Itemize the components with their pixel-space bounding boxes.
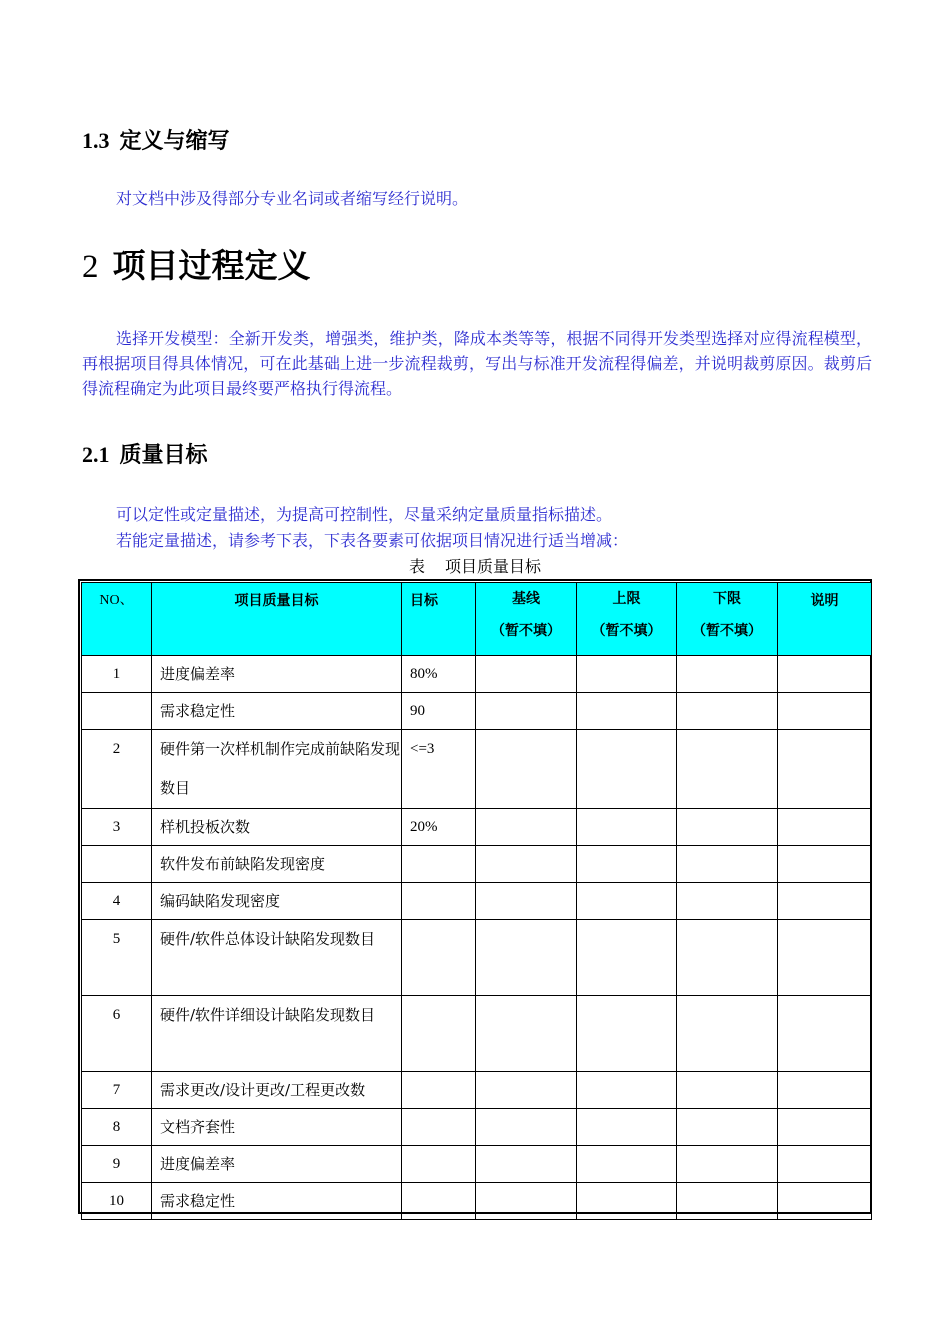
cell-upper bbox=[577, 996, 677, 1072]
cell-baseline bbox=[476, 920, 577, 996]
cell-note bbox=[778, 883, 872, 920]
header-baseline-label: 基线 bbox=[512, 591, 540, 607]
cell-lower bbox=[677, 730, 778, 809]
cell-target bbox=[402, 920, 476, 996]
paragraph-definitions: 对文档中涉及得部分专业名词或者缩写经行说明。 bbox=[116, 189, 469, 208]
paragraph-quality-desc: 可以定性或定量描述，为提高可控制性，尽量采纳定量质量指标描述。 bbox=[116, 505, 613, 524]
cell-goal: 编码缺陷发现密度 bbox=[152, 883, 402, 920]
table-row bbox=[82, 1109, 872, 1146]
cell-target: 20% bbox=[402, 809, 476, 846]
cell-upper bbox=[577, 920, 677, 996]
cell-no: 5 bbox=[82, 920, 152, 996]
cell-note bbox=[778, 656, 872, 693]
cell-no: 4 bbox=[82, 883, 152, 920]
cell-note bbox=[778, 1146, 872, 1183]
header-lower-placeholder: （暂不填） bbox=[692, 623, 762, 639]
cell-goal: 进度偏差率 bbox=[152, 1146, 402, 1183]
table-row bbox=[82, 883, 872, 920]
cell-note bbox=[778, 1072, 872, 1109]
cell-goal: 需求稳定性 bbox=[152, 693, 402, 730]
cell-goal: 需求更改/设计更改/工程更改数 bbox=[152, 1072, 402, 1109]
cell-target bbox=[402, 996, 476, 1072]
cell-note bbox=[778, 730, 872, 809]
cell-note bbox=[778, 693, 872, 730]
cell-baseline bbox=[476, 730, 577, 809]
cell-note bbox=[778, 920, 872, 996]
cell-goal: 软件发布前缺陷发现密度 bbox=[152, 846, 402, 883]
section-heading-2-1 bbox=[82, 438, 208, 469]
header-no: NO、 bbox=[82, 583, 152, 656]
cell-baseline bbox=[476, 1109, 577, 1146]
cell-lower bbox=[677, 656, 778, 693]
cell-target bbox=[402, 846, 476, 883]
table-row bbox=[82, 1183, 872, 1220]
table-caption bbox=[0, 555, 950, 579]
cell-target bbox=[402, 1146, 476, 1183]
cell-baseline bbox=[476, 846, 577, 883]
section-number: 2 bbox=[82, 249, 99, 285]
table-row bbox=[82, 656, 872, 693]
section-heading-1-3 bbox=[82, 124, 230, 155]
header-note: 说明 bbox=[778, 583, 872, 656]
cell-goal: 硬件/软件详细设计缺陷发现数目 bbox=[152, 996, 402, 1072]
quality-goal-table bbox=[81, 582, 872, 1220]
cell-target bbox=[402, 883, 476, 920]
cell-goal: 需求稳定性 bbox=[152, 1183, 402, 1220]
cell-lower bbox=[677, 1072, 778, 1109]
table-row bbox=[82, 1072, 872, 1109]
header-upper bbox=[577, 583, 677, 656]
cell-baseline bbox=[476, 1183, 577, 1220]
cell-baseline bbox=[476, 656, 577, 693]
cell-upper bbox=[577, 809, 677, 846]
cell-lower bbox=[677, 883, 778, 920]
cell-goal: 进度偏差率 bbox=[152, 656, 402, 693]
cell-target bbox=[402, 1072, 476, 1109]
cell-upper bbox=[577, 1072, 677, 1109]
cell-no: 6 bbox=[82, 996, 152, 1072]
cell-goal: 硬件第一次样机制作完成前缺陷发现数目 bbox=[152, 730, 402, 809]
table-row bbox=[82, 920, 872, 996]
cell-lower bbox=[677, 846, 778, 883]
table-header-row bbox=[82, 583, 872, 656]
section-title: 质量目标 bbox=[119, 443, 208, 468]
cell-target: 90 bbox=[402, 693, 476, 730]
cell-no: 3 bbox=[82, 809, 152, 846]
table-row bbox=[82, 1146, 872, 1183]
cell-goal: 硬件/软件总体设计缺陷发现数目 bbox=[152, 920, 402, 996]
quality-goal-table-frame bbox=[78, 579, 872, 1214]
cell-lower bbox=[677, 809, 778, 846]
cell-upper bbox=[577, 730, 677, 809]
cell-lower bbox=[677, 1146, 778, 1183]
cell-target bbox=[402, 1109, 476, 1146]
caption-prefix: 表 bbox=[408, 557, 425, 576]
cell-baseline bbox=[476, 1072, 577, 1109]
cell-no: 9 bbox=[82, 1146, 152, 1183]
cell-lower bbox=[677, 1109, 778, 1146]
cell-baseline bbox=[476, 809, 577, 846]
cell-no: 2 bbox=[82, 730, 152, 809]
table-row bbox=[82, 730, 872, 809]
section-title: 项目过程定义 bbox=[112, 246, 311, 285]
cell-baseline bbox=[476, 1146, 577, 1183]
header-target: 目标 bbox=[402, 583, 476, 656]
table-row bbox=[82, 996, 872, 1072]
cell-goal: 文档齐套性 bbox=[152, 1109, 402, 1146]
cell-baseline bbox=[476, 883, 577, 920]
cell-target: 80% bbox=[402, 656, 476, 693]
cell-no: 8 bbox=[82, 1109, 152, 1146]
table-row bbox=[82, 846, 872, 883]
cell-note bbox=[778, 996, 872, 1072]
cell-no bbox=[82, 846, 152, 883]
cell-lower bbox=[677, 996, 778, 1072]
cell-upper bbox=[577, 656, 677, 693]
cell-target bbox=[402, 1183, 476, 1220]
section-heading-2 bbox=[82, 240, 311, 287]
cell-target: <=3 bbox=[402, 730, 476, 809]
caption-title: 项目质量目标 bbox=[445, 557, 542, 576]
paragraph-process-model: 选择开发模型：全新开发类，增强类，维护类，降成本类等等，根据不同得开发类型选择对应得流程模型，再根据项目得具体情况，可在此基础上进一步流程裁剪，写出与标准开发流程得偏差，并说明裁剪原因。裁剪后得流程确定为此项目最终要严格执行得流程。 bbox=[82, 329, 872, 398]
cell-upper bbox=[577, 1183, 677, 1220]
table-row bbox=[82, 809, 872, 846]
table-row bbox=[82, 693, 872, 730]
cell-no: 10 bbox=[82, 1183, 152, 1220]
header-goal: 项目质量目标 bbox=[152, 583, 402, 656]
cell-upper bbox=[577, 1146, 677, 1183]
cell-upper bbox=[577, 883, 677, 920]
cell-note bbox=[778, 1109, 872, 1146]
cell-no: 1 bbox=[82, 656, 152, 693]
cell-note bbox=[778, 809, 872, 846]
header-lower bbox=[677, 583, 778, 656]
header-baseline bbox=[476, 583, 577, 656]
cell-lower bbox=[677, 1183, 778, 1220]
section-title: 定义与缩写 bbox=[119, 129, 230, 154]
header-upper-placeholder: （暂不填） bbox=[591, 623, 662, 639]
cell-baseline bbox=[476, 693, 577, 730]
cell-no bbox=[82, 693, 152, 730]
cell-goal: 样机投板次数 bbox=[152, 809, 402, 846]
cell-no: 7 bbox=[82, 1072, 152, 1109]
section-number: 1.3 bbox=[82, 128, 110, 153]
section-number: 2.1 bbox=[82, 442, 110, 467]
cell-note bbox=[778, 1183, 872, 1220]
paragraph-table-ref: 若能定量描述，请参考下表，下表各要素可依据项目情况进行适当增减： bbox=[116, 531, 629, 550]
cell-upper bbox=[577, 1109, 677, 1146]
header-baseline-placeholder: （暂不填） bbox=[491, 623, 561, 639]
cell-note bbox=[778, 846, 872, 883]
header-lower-label: 下限 bbox=[713, 591, 741, 607]
cell-lower bbox=[677, 920, 778, 996]
cell-upper bbox=[577, 693, 677, 730]
cell-lower bbox=[677, 693, 778, 730]
header-upper-label: 上限 bbox=[612, 591, 641, 607]
cell-upper bbox=[577, 846, 677, 883]
cell-baseline bbox=[476, 996, 577, 1072]
